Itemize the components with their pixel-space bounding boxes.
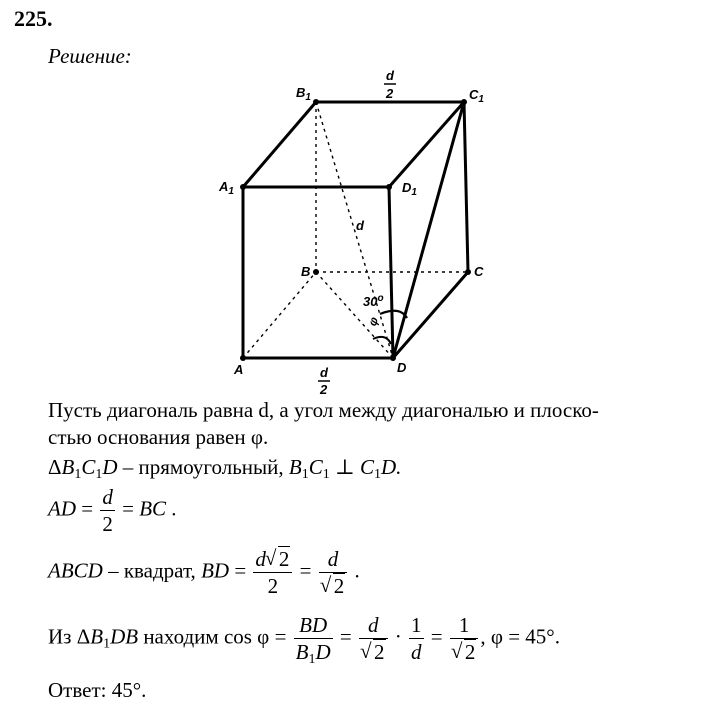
angle-phi-arc: [373, 337, 391, 344]
label-C: C: [474, 264, 484, 279]
angle-phi-label: φ: [365, 315, 382, 328]
formula-bd: ABCD – квадрат, BD = $\frac{d√ 2}{2}$ = d √ 2 .: [48, 546, 360, 599]
bottom-edge-label-num: d: [320, 365, 328, 380]
formula-ad: AD = $\frac{d}{2}$ = BC .: [48, 485, 177, 536]
vertex-D: [390, 355, 396, 361]
solution-label: Решение:: [48, 44, 132, 68]
edge-D-D1: [389, 187, 393, 358]
triangle-statement: $\Delta B_1C_1D$ – прямоугольный, $B_1C_1$ ⊥ $C_1D$.: [48, 455, 402, 482]
label-A1: $A_1$: [219, 179, 234, 197]
problem-number: 225.: [14, 6, 53, 31]
vertex-A1: [240, 184, 246, 190]
label-A: A: [234, 362, 244, 377]
angle-30-label: 30$^o$: [363, 293, 384, 309]
edge-C-C1: [464, 102, 468, 272]
diagonal-label: d: [356, 218, 364, 233]
text-line-2: стью основания равен φ.: [48, 425, 269, 449]
label-C1: $C_1$: [469, 87, 484, 105]
label-D: D: [397, 360, 407, 375]
vertex-D1: [386, 184, 392, 190]
edge-A1-B1: [243, 102, 316, 187]
bottom-edge-label-den: 2: [320, 382, 328, 397]
top-edge-label-den: 2: [386, 86, 394, 101]
hidden-edge-A-B: [243, 272, 316, 358]
vertex-A: [240, 355, 246, 361]
formula-cos: Из $\Delta B_1DB$ находим cos φ = $\frac{BD}{B_1D}$ = d √ 2 · $\frac{1}{d}$ = 1 √ 2 , φ = 45°.: [48, 612, 560, 665]
vertex-B: [313, 269, 319, 275]
vertex-B1: [313, 99, 319, 105]
label-B1: $B_1$: [296, 85, 311, 103]
top-edge-label-num: d: [386, 68, 394, 83]
vertex-C: [465, 269, 471, 275]
hidden-diag-B1-D: [316, 102, 393, 358]
label-B: B: [301, 264, 311, 279]
text-line-1: Пусть диагональ равна d, а угол между диагональю и плоско-: [48, 398, 599, 422]
answer: Ответ: 45°.: [48, 678, 147, 702]
label-D1: $D_1$: [402, 180, 417, 198]
vertex-C1: [461, 99, 467, 105]
hidden-diag-B-D: [316, 272, 393, 358]
